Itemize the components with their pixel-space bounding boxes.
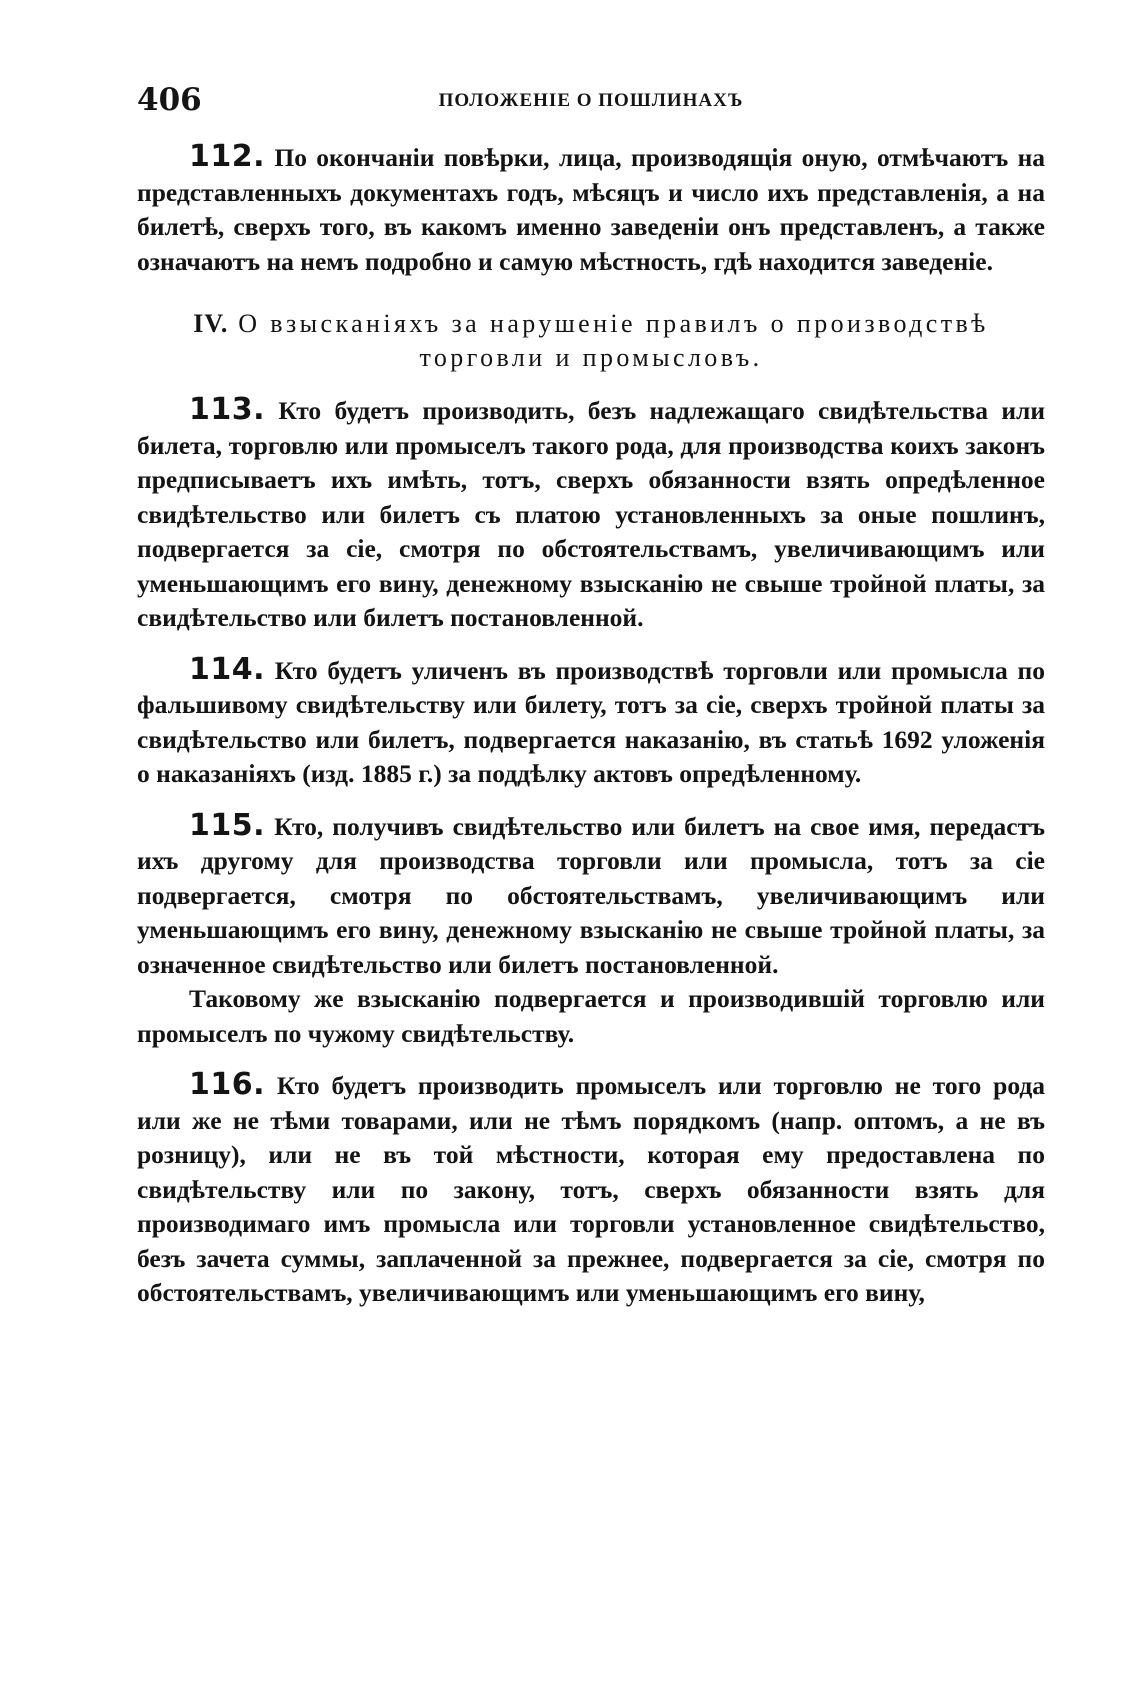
page-header bbox=[137, 70, 1045, 118]
article-text: Кто, получивъ свидѣтельство или билетъ на свое имя, передастъ ихъ другому для производства торговли или промысла, тотъ за сіе подвергается, смотря по обстоятельствамъ, увеличивающимъ или уменьшающимъ его вину, денежному взысканію не свыше тройной платы, за означенное свидѣтельство или билетъ постановленной. bbox=[137, 811, 1045, 979]
article-number: 115. bbox=[189, 807, 266, 843]
article-number: 113. bbox=[189, 392, 266, 427]
document-page bbox=[137, 70, 1045, 1311]
article-116 bbox=[137, 1068, 1045, 1311]
article-115-continuation: Таковому же взысканію подвергается и производившій торговлю или промыселъ по чужому свидѣтельству. bbox=[137, 984, 1045, 1048]
article-115 bbox=[137, 809, 1045, 983]
running-title: ПОЛОЖЕНІЕ О ПОШЛИНАХЪ bbox=[438, 90, 744, 111]
article-text: Кто будетъ уличенъ въ производствѣ торговли или промысла по фальшивому свидѣтельству или билету, тотъ за сіе, сверхъ тройной платы за свидѣтельство или билетъ, подвергается наказанію, въ статьѣ 1692 уложенія о наказаніяхъ (изд. 1885 г.) за поддѣлку актовъ опредѣленному. bbox=[137, 655, 1045, 788]
page-number: 406 bbox=[137, 82, 202, 118]
article-113 bbox=[137, 393, 1045, 636]
article-text: Кто будетъ производить, безъ надлежащаго свидѣтельства или билета, торговлю или промыселъ такого рода, для производства коихъ законъ предписываетъ ихъ имѣть, тотъ, сверхъ обязанности взять опредѣленное свидѣтельство или билетъ съ платою установленныхъ за оные пошлинъ, подвергается за сіе, смотря по обстоятельствамъ, увеличивающимъ или уменьшающимъ его вину, денежному взысканію не свыше тройной платы, за свидѣтельство или билетъ постановленной. bbox=[137, 396, 1046, 632]
article-number: 114. bbox=[189, 651, 266, 687]
article-112 bbox=[137, 140, 1045, 279]
article-text: Кто будетъ производить промыселъ или торговлю не того рода или же не тѣми товарами, или не тѣмъ порядкомъ (напр. оптомъ, а не въ розницу), или не въ той мѣстности, которая ему предоставлена по свидѣтельству или по закону, тотъ, сверхъ обязанности взять для производимаго имъ промысла или торговли установленное свидѣтельство, безъ зачета суммы, заплаченной за прежнее, подвергается за сіе, смотря по обстоятельствамъ, увеличивающимъ или уменьшающимъ его вину, bbox=[137, 1071, 1045, 1307]
section-numeral: IV. bbox=[193, 309, 229, 338]
article-number: 116. bbox=[189, 1067, 266, 1102]
article-number: 112. bbox=[189, 139, 266, 174]
article-text: По окончаніи повѣрки, лица, производящія оную, отмѣчаютъ на представленныхъ документахъ годъ, мѣсяцъ и число ихъ представленія, а на билетѣ, сверхъ того, въ какомъ именно заведеніи онъ представленъ, а также означаютъ на немъ подробно и самую мѣстность, гдѣ находится заведеніе. bbox=[137, 143, 1046, 276]
section-heading bbox=[137, 307, 1045, 375]
section-title: О взысканіяхъ за нарушеніе правилъ о производствѣ торговли и промысловъ. bbox=[238, 309, 989, 372]
article-114 bbox=[137, 653, 1045, 792]
